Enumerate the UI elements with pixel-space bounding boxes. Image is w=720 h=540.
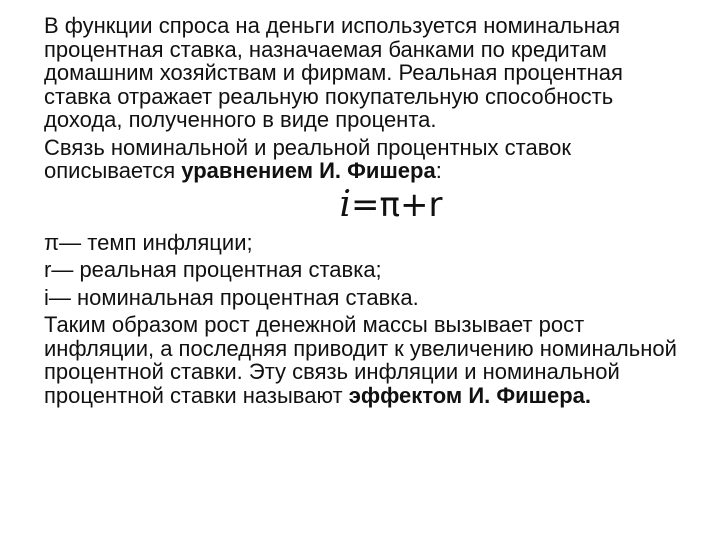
- paragraph-fisher-link: [44, 136, 684, 183]
- legend-inflation: π— темп инфляции;: [44, 229, 253, 255]
- paragraph-fisher-link-text: Связь номинальной и реальной процентных ставок описывается: [44, 134, 572, 183]
- legend-nominal-rate: i— номинальная процентная ставка.: [44, 284, 419, 310]
- legend-real-rate: r— реальная процентная ставка;: [44, 257, 382, 282]
- paragraph-fisher-effect: [44, 313, 684, 407]
- formula-rest: =π+r: [351, 184, 443, 225]
- fisher-effect-term: эффектом И. Фишера.: [348, 382, 592, 408]
- fisher-equation-term: уравнением И. Фишера: [181, 158, 436, 183]
- paragraph-fisher-effect-text: Таким образом рост денежной массы вызывает рост инфляции, а последняя приводит к увеличению номинальной процентной ставки. Эту связь инфляции и номинальной процентной ставки называют: [44, 312, 677, 408]
- fisher-formula: [98, 185, 684, 225]
- paragraph-fisher-link-suffix: :: [435, 158, 442, 183]
- formula-variable-i: i: [339, 183, 352, 225]
- slide-content: [44, 14, 684, 407]
- paragraph-money-demand: В функции спроса на деньги используется номинальная процентная ставка, назначаемая банками по кредитам домашним хозяйствам и фирмам. Реальная процентная ставка отражает реальную покупательную способность дохода, полученного в виде процента.: [44, 13, 623, 132]
